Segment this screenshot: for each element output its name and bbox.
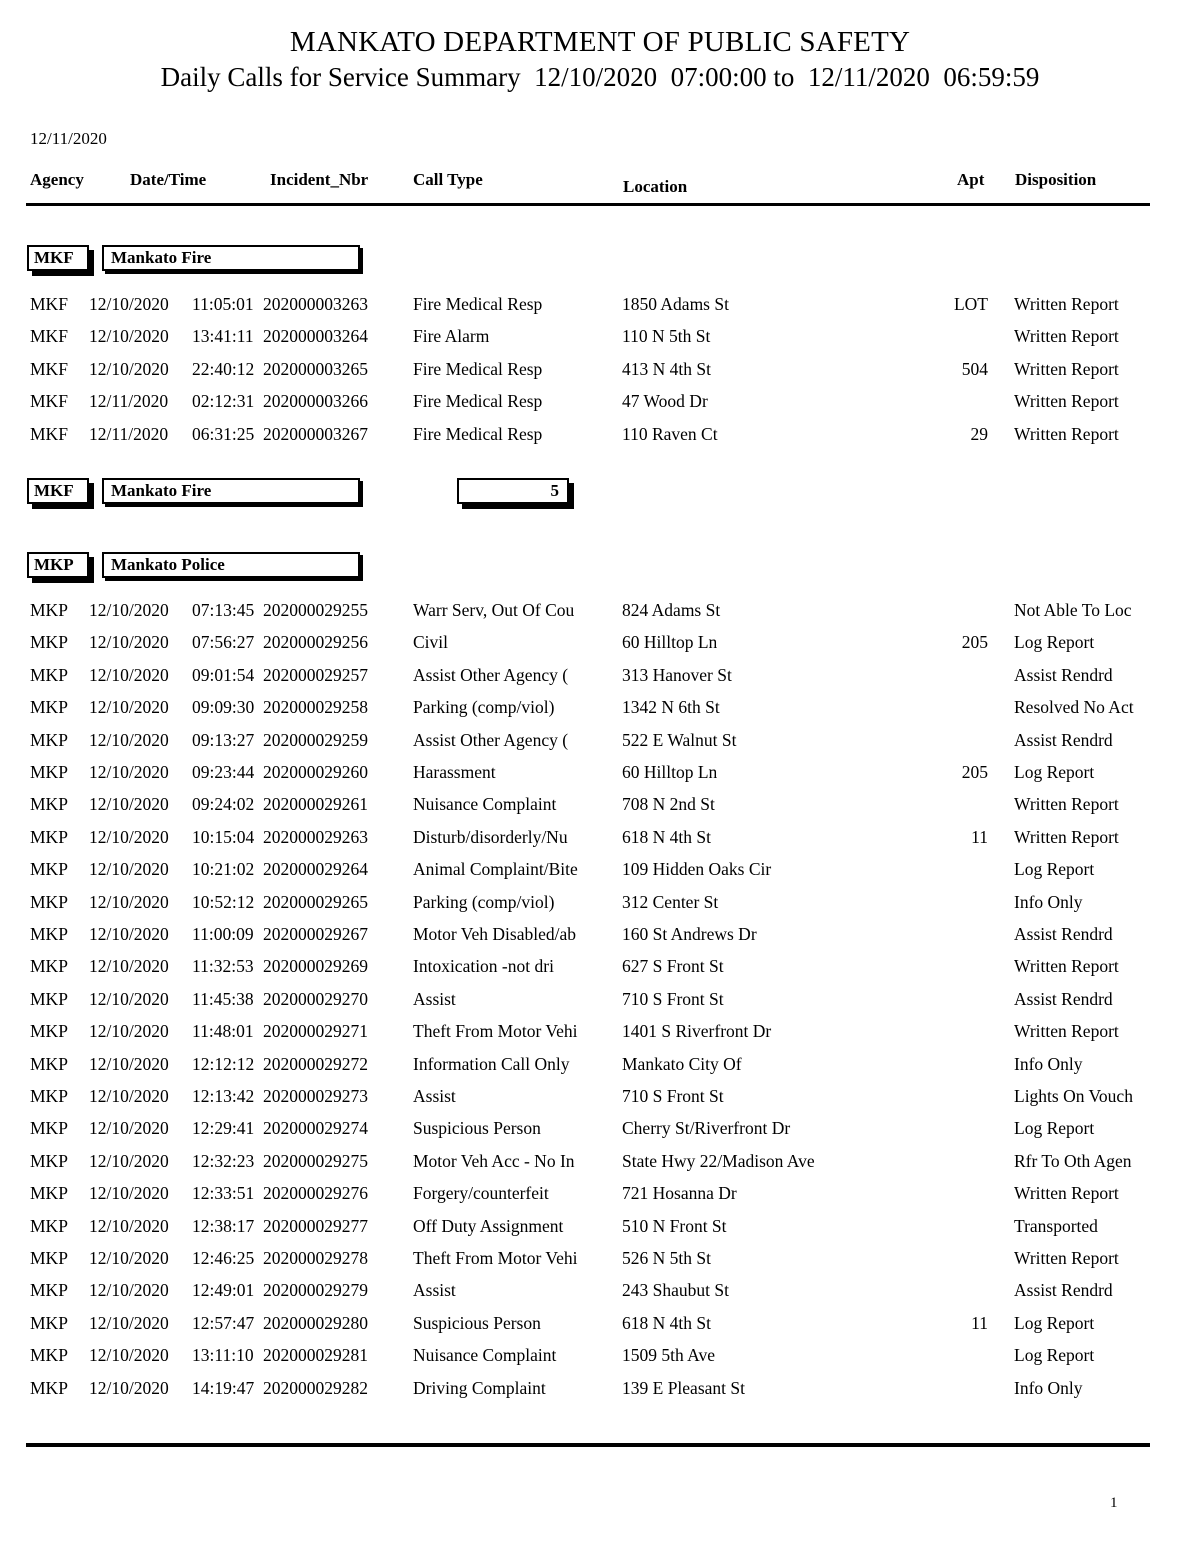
cell-agency: MKP [30, 988, 68, 1009]
cell-call-type: Assist [413, 1280, 456, 1301]
cell-disposition: Written Report [1014, 391, 1119, 412]
cell-disposition: Written Report [1014, 1183, 1119, 1204]
cell-agency: MKP [30, 1183, 68, 1204]
cell-incident-nbr: 202000029258 [263, 697, 368, 718]
cell-incident-nbr: 202000029279 [263, 1280, 368, 1301]
table-row [0, 1054, 1200, 1086]
cell-location: 1850 Adams St [622, 294, 729, 314]
cell-apt: LOT [953, 294, 988, 314]
cell-disposition: Log Report [1014, 1345, 1095, 1366]
cell-call-type: Information Call Only [413, 1053, 570, 1074]
cell-call-type: Harassment [413, 762, 496, 782]
cell-date: 12/10/2020 [89, 1377, 169, 1398]
cell-time: 12:57:47 [192, 1312, 255, 1333]
table-row [0, 359, 1200, 391]
column-header-call-type: Call Type [413, 170, 483, 189]
cell-call-type: Suspicious Person [413, 1118, 541, 1139]
cell-call-type: Motor Veh Acc - No In [413, 1150, 575, 1171]
cell-call-type: Theft From Motor Vehi [413, 1248, 578, 1268]
cell-time: 10:21:02 [192, 859, 255, 880]
cell-disposition: Log Report [1014, 762, 1095, 782]
cell-disposition: Written Report [1014, 1021, 1119, 1042]
cell-agency: MKP [30, 924, 68, 944]
cell-call-type: Off Duty Assignment [413, 1215, 564, 1236]
cell-date: 12/10/2020 [89, 1021, 169, 1042]
table-row [0, 632, 1200, 664]
column-header-incident-nbr: Incident_Nbr [270, 170, 369, 189]
cell-call-type: Parking (comp/viol) [413, 697, 555, 718]
cell-time: 09:23:44 [192, 762, 255, 782]
cell-location: 160 St Andrews Dr [622, 924, 757, 944]
cell-disposition: Written Report [1014, 423, 1119, 444]
cell-date: 12/10/2020 [89, 1248, 169, 1268]
cell-call-type: Motor Veh Disabled/ab [413, 924, 576, 944]
table-row [0, 1151, 1200, 1183]
cell-location: 47 Wood Dr [622, 391, 708, 412]
cell-incident-nbr: 202000029272 [263, 1053, 368, 1074]
cell-incident-nbr: 202000029260 [263, 762, 368, 782]
cell-location: 60 Hilltop Ln [622, 762, 718, 782]
page-subtitle: Daily Calls for Service Summary 12/10/2020 07:00:00 to 12/11/2020 06:59:59 [160, 62, 1040, 92]
cell-time: 11:48:01 [192, 1021, 254, 1042]
cell-agency: MKF [30, 391, 68, 412]
cell-incident-nbr: 202000029257 [263, 664, 368, 685]
cell-location: 618 N 4th St [622, 1312, 711, 1333]
cell-date: 12/10/2020 [89, 762, 169, 782]
cell-agency: MKF [30, 326, 68, 347]
cell-location: 110 N 5th St [622, 326, 711, 347]
cell-time: 12:49:01 [192, 1280, 255, 1301]
cell-date: 12/10/2020 [89, 1345, 169, 1366]
cell-time: 13:41:11 [192, 326, 254, 347]
table-row [0, 762, 1200, 794]
cell-time: 09:09:30 [192, 697, 255, 718]
table-row [0, 730, 1200, 762]
cell-apt: 205 [961, 632, 988, 653]
cell-time: 14:19:47 [192, 1377, 255, 1398]
cell-agency: MKP [30, 600, 68, 620]
cell-disposition: Written Report [1014, 358, 1119, 379]
group-code-box: MKF [27, 478, 89, 504]
group-header-band [0, 245, 1200, 279]
table-row [0, 294, 1200, 326]
cell-call-type: Assist [413, 988, 456, 1009]
cell-date: 12/10/2020 [89, 891, 169, 912]
cell-date: 12/10/2020 [89, 924, 169, 944]
cell-time: 12:12:12 [192, 1053, 255, 1074]
cell-date: 12/10/2020 [89, 1215, 169, 1236]
cell-time: 06:31:25 [192, 423, 255, 444]
cell-disposition: Written Report [1014, 1248, 1119, 1268]
cell-location: 618 N 4th St [622, 826, 711, 847]
cell-date: 12/10/2020 [89, 729, 169, 750]
cell-location: 710 S Front St [622, 1086, 724, 1106]
cell-disposition: Log Report [1014, 1312, 1095, 1333]
cell-location: 526 N 5th St [622, 1248, 711, 1268]
cell-incident-nbr: 202000029267 [263, 924, 368, 944]
cell-disposition: Not Able To Loc [1014, 600, 1132, 620]
column-header-apt: Apt [957, 170, 985, 189]
cell-location: State Hwy 22/Madison Ave [622, 1150, 815, 1171]
cell-date: 12/10/2020 [89, 600, 169, 620]
cell-incident-nbr: 202000029271 [263, 1021, 368, 1042]
cell-date: 12/11/2020 [89, 423, 169, 444]
cell-incident-nbr: 202000029278 [263, 1248, 368, 1268]
cell-call-type: Fire Medical Resp [413, 391, 543, 412]
table-row [0, 1248, 1200, 1280]
cell-location: 110 Raven Ct [622, 423, 718, 444]
table-row [0, 1280, 1200, 1312]
cell-location: Mankato City Of [622, 1053, 742, 1074]
cell-disposition: Transported [1014, 1215, 1098, 1236]
table-row [0, 859, 1200, 891]
cell-location: 721 Hosanna Dr [622, 1183, 737, 1204]
cell-disposition: Assist Rendrd [1014, 988, 1113, 1009]
cell-time: 11:32:53 [192, 956, 254, 977]
cell-date: 12/10/2020 [89, 956, 169, 977]
cell-call-type: Fire Medical Resp [413, 358, 543, 379]
cell-agency: MKP [30, 1118, 68, 1139]
cell-incident-nbr: 202000003267 [263, 423, 368, 444]
cell-call-type: Fire Medical Resp [413, 423, 543, 444]
cell-call-type: Civil [413, 632, 449, 653]
group-header-band [0, 552, 1200, 586]
cell-call-type: Assist Other Agency ( [413, 664, 569, 685]
cell-location: 60 Hilltop Ln [622, 632, 718, 653]
cell-time: 09:01:54 [192, 664, 255, 685]
cell-agency: MKP [30, 729, 68, 750]
cell-call-type: Animal Complaint/Bite [413, 859, 578, 880]
cell-time: 11:00:09 [192, 924, 254, 944]
cell-agency: MKP [30, 1053, 68, 1074]
cell-location: 708 N 2nd St [622, 794, 715, 815]
table-row [0, 827, 1200, 859]
cell-disposition: Written Report [1014, 826, 1119, 847]
column-header-disposition: Disposition [1015, 170, 1097, 189]
cell-date: 12/10/2020 [89, 1183, 169, 1204]
cell-incident-nbr: 202000029274 [263, 1118, 368, 1139]
cell-incident-nbr: 202000003264 [263, 326, 368, 347]
cell-call-type: Intoxication -not dri [413, 956, 554, 977]
group-code-box: MKP [27, 552, 89, 578]
cell-date: 12/10/2020 [89, 294, 169, 314]
cell-time: 12:46:25 [192, 1248, 255, 1268]
cell-date: 12/10/2020 [89, 697, 169, 718]
cell-agency: MKP [30, 1215, 68, 1236]
cell-disposition: Log Report [1014, 1118, 1095, 1139]
cell-incident-nbr: 202000029281 [263, 1345, 368, 1366]
cell-call-type: Nuisance Complaint [413, 794, 557, 815]
header-divider-rule [26, 203, 1150, 206]
group-name-box: Mankato Police [102, 552, 360, 578]
cell-apt: 11 [971, 826, 988, 847]
cell-disposition: Assist Rendrd [1014, 664, 1113, 685]
cell-time: 12:32:23 [192, 1150, 255, 1171]
page-number: 1 [1110, 1495, 1118, 1511]
cell-time: 09:13:27 [192, 729, 255, 750]
cell-apt: 205 [961, 762, 988, 782]
table-row [0, 1378, 1200, 1410]
table-row [0, 1216, 1200, 1248]
cell-call-type: Fire Medical Resp [413, 294, 543, 314]
cell-location: 313 Hanover St [622, 664, 732, 685]
cell-incident-nbr: 202000029276 [263, 1183, 368, 1204]
cell-location: 510 N Front St [622, 1215, 727, 1236]
cell-time: 13:11:10 [192, 1345, 254, 1366]
table-row [0, 1086, 1200, 1118]
cell-agency: MKP [30, 1248, 68, 1268]
table-row [0, 794, 1200, 826]
cell-call-type: Assist Other Agency ( [413, 729, 569, 750]
cell-call-type: Fire Alarm [413, 326, 490, 347]
cell-incident-nbr: 202000029273 [263, 1086, 368, 1106]
group-count-box: 5 [457, 478, 569, 504]
cell-disposition: Resolved No Act [1014, 697, 1134, 718]
page-title: MANKATO DEPARTMENT OF PUBLIC SAFETY [289, 26, 911, 58]
cell-date: 12/10/2020 [89, 826, 169, 847]
cell-disposition: Rfr To Oth Agen [1014, 1150, 1132, 1171]
cell-date: 12/10/2020 [89, 1150, 169, 1171]
cell-location: 139 E Pleasant St [622, 1377, 745, 1398]
cell-time: 10:15:04 [192, 826, 255, 847]
cell-time: 12:29:41 [192, 1118, 255, 1139]
cell-date: 12/10/2020 [89, 988, 169, 1009]
cell-agency: MKP [30, 1345, 68, 1366]
cell-time: 02:12:31 [192, 391, 255, 412]
cell-time: 12:13:42 [192, 1086, 255, 1106]
cell-date: 12/10/2020 [89, 1280, 169, 1301]
column-header-datetime: Date/Time [130, 170, 207, 189]
cell-time: 07:56:27 [192, 632, 255, 653]
cell-location: 1342 N 6th St [622, 697, 720, 718]
table-row [0, 391, 1200, 423]
group-name-box: Mankato Fire [102, 478, 360, 504]
cell-call-type: Nuisance Complaint [413, 1345, 557, 1366]
cell-incident-nbr: 202000029264 [263, 859, 368, 880]
cell-call-type: Driving Complaint [413, 1377, 546, 1398]
table-row [0, 1021, 1200, 1053]
cell-incident-nbr: 202000003263 [263, 294, 368, 314]
cell-location: 312 Center St [622, 891, 719, 912]
cell-agency: MKP [30, 632, 68, 653]
cell-incident-nbr: 202000029270 [263, 988, 368, 1009]
cell-location: 824 Adams St [622, 600, 721, 620]
cell-date: 12/10/2020 [89, 358, 169, 379]
table-row [0, 665, 1200, 697]
cell-disposition: Assist Rendrd [1014, 729, 1113, 750]
cell-agency: MKP [30, 1280, 68, 1301]
table-row [0, 1345, 1200, 1377]
cell-agency: MKP [30, 956, 68, 977]
group-code-box: MKF [27, 245, 89, 271]
cell-date: 12/10/2020 [89, 632, 169, 653]
cell-location: 109 Hidden Oaks Cir [622, 859, 772, 880]
cell-incident-nbr: 202000029261 [263, 794, 368, 815]
group-name-box: Mankato Fire [102, 245, 360, 271]
cell-time: 09:24:02 [192, 794, 255, 815]
cell-disposition: Info Only [1014, 891, 1083, 912]
cell-call-type: Forgery/counterfeit [413, 1183, 549, 1204]
cell-date: 12/10/2020 [89, 664, 169, 685]
cell-disposition: Lights On Vouch [1014, 1086, 1133, 1106]
cell-date: 12/10/2020 [89, 1312, 169, 1333]
table-row [0, 424, 1200, 456]
cell-disposition: Log Report [1014, 859, 1095, 880]
cell-apt: 29 [970, 423, 988, 444]
cell-call-type: Assist [413, 1086, 456, 1106]
cell-date: 12/11/2020 [89, 391, 169, 412]
cell-date: 12/10/2020 [89, 1086, 169, 1106]
cell-call-type: Suspicious Person [413, 1312, 541, 1333]
table-row [0, 697, 1200, 729]
column-header-location: Location [623, 177, 688, 196]
table-row [0, 326, 1200, 358]
cell-agency: MKP [30, 1377, 68, 1398]
cell-location: 522 E Walnut St [622, 729, 737, 750]
cell-date: 12/10/2020 [89, 1053, 169, 1074]
group-header-band [0, 478, 1200, 512]
cell-agency: MKP [30, 762, 68, 782]
cell-date: 12/10/2020 [89, 859, 169, 880]
cell-agency: MKP [30, 794, 68, 815]
cell-agency: MKP [30, 1150, 68, 1171]
cell-call-type: Parking (comp/viol) [413, 891, 555, 912]
cell-date: 12/10/2020 [89, 1118, 169, 1139]
cell-location: 710 S Front St [622, 988, 724, 1009]
table-column-headers [0, 168, 1200, 198]
cell-agency: MKP [30, 1021, 68, 1042]
cell-time: 12:33:51 [192, 1183, 255, 1204]
cell-time: 22:40:12 [192, 358, 255, 379]
cell-call-type: Warr Serv, Out Of Cou [413, 600, 575, 620]
cell-disposition: Info Only [1014, 1377, 1083, 1398]
cell-agency: MKF [30, 294, 68, 314]
report-run-date: 12/11/2020 [30, 129, 107, 148]
cell-location: 413 N 4th St [622, 358, 711, 379]
cell-agency: MKP [30, 664, 68, 685]
cell-call-type: Disturb/disorderly/Nu [413, 826, 568, 847]
cell-agency: MKF [30, 358, 68, 379]
cell-agency: MKP [30, 1312, 68, 1333]
footer-divider-rule [26, 1443, 1150, 1447]
cell-location: Cherry St/Riverfront Dr [622, 1118, 791, 1139]
cell-disposition: Assist Rendrd [1014, 924, 1113, 944]
cell-agency: MKP [30, 1086, 68, 1106]
cell-agency: MKP [30, 697, 68, 718]
cell-incident-nbr: 202000029269 [263, 956, 368, 977]
cell-disposition: Written Report [1014, 794, 1119, 815]
cell-time: 10:52:12 [192, 891, 255, 912]
cell-disposition: Written Report [1014, 294, 1119, 314]
cell-date: 12/10/2020 [89, 794, 169, 815]
cell-incident-nbr: 202000029263 [263, 826, 368, 847]
cell-location: 627 S Front St [622, 956, 724, 977]
cell-incident-nbr: 202000003265 [263, 358, 368, 379]
cell-incident-nbr: 202000029280 [263, 1312, 368, 1333]
column-header-agency: Agency [30, 170, 84, 189]
cell-incident-nbr: 202000029259 [263, 729, 368, 750]
cell-time: 11:05:01 [192, 294, 254, 314]
cell-incident-nbr: 202000029255 [263, 600, 368, 620]
cell-disposition: Info Only [1014, 1053, 1083, 1074]
cell-incident-nbr: 202000029277 [263, 1215, 368, 1236]
table-row [0, 1118, 1200, 1150]
cell-disposition: Log Report [1014, 632, 1095, 653]
cell-agency: MKP [30, 891, 68, 912]
table-row [0, 1183, 1200, 1215]
cell-disposition: Assist Rendrd [1014, 1280, 1113, 1301]
table-row [0, 956, 1200, 988]
table-row [0, 924, 1200, 956]
cell-agency: MKP [30, 826, 68, 847]
cell-apt: 11 [971, 1312, 988, 1333]
table-row [0, 892, 1200, 924]
cell-agency: MKP [30, 859, 68, 880]
table-row [0, 989, 1200, 1021]
table-row [0, 600, 1200, 632]
cell-time: 11:45:38 [192, 988, 254, 1009]
cell-disposition: Written Report [1014, 956, 1119, 977]
cell-time: 12:38:17 [192, 1215, 255, 1236]
cell-call-type: Theft From Motor Vehi [413, 1021, 578, 1042]
cell-disposition: Written Report [1014, 326, 1119, 347]
cell-location: 1401 S Riverfront Dr [622, 1021, 772, 1042]
table-row [0, 1313, 1200, 1345]
cell-incident-nbr: 202000029275 [263, 1150, 368, 1171]
cell-time: 07:13:45 [192, 600, 255, 620]
cell-apt: 504 [961, 358, 988, 379]
cell-incident-nbr: 202000029265 [263, 891, 368, 912]
cell-location: 243 Shaubut St [622, 1280, 729, 1301]
cell-date: 12/10/2020 [89, 326, 169, 347]
cell-agency: MKF [30, 423, 68, 444]
cell-location: 1509 5th Ave [622, 1345, 716, 1366]
cell-incident-nbr: 202000003266 [263, 391, 368, 412]
cell-incident-nbr: 202000029282 [263, 1377, 368, 1398]
cell-incident-nbr: 202000029256 [263, 632, 368, 653]
